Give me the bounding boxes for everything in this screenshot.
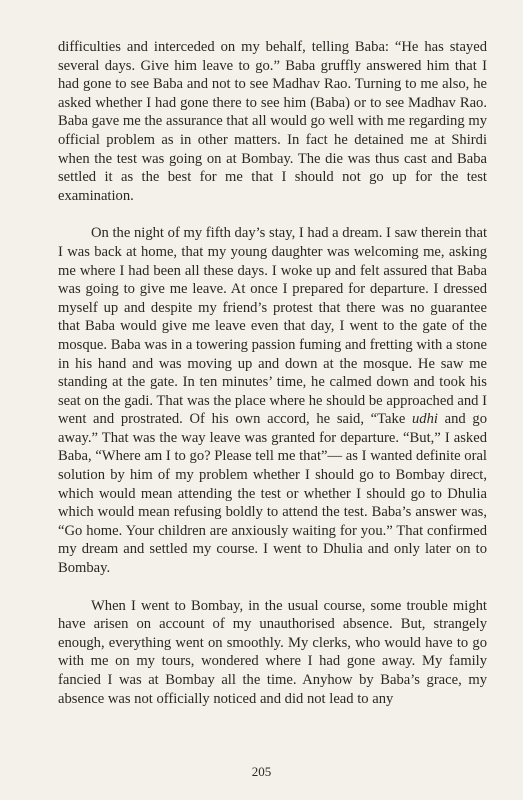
page-number: 205 [251,764,272,779]
paragraph-1 [58,38,487,205]
paragraph-2-text-a: On the night of my fifth day’s stay, I had a dream. I saw therein that I was back at home, that my young daughter was welcoming me, asking me where I had been all these days. I woke up and felt assured that Baba was going to give me leave. At once I prepared for departure. I dressed myself up and despite my friend’s protest that there was no guarantee that Baba would give me leave even that day, I went to the gate of the mosque. Baba was in a towering passion fuming and fretting with a stone in his hand and was moving up and down at the mosque. He saw me standing at the gate. In ten minutes’ time, he calmed down and took his seat on the gadi. That was the place where he should be approached and I went and prostrated. Of his own accord, he said, “Take [58,225,487,428]
paragraph-2-text-b: and go away.” That was the way leave was granted for departure. “But,” I asked Baba, “Where am I to go? Please tell me that”— as I wanted definite oral solution by him of my problem whether I should go to Bombay direct, which would mean attending the test or whether I should go to Dhulia which would mean refusing boldly to attend the test. Baba’s answer was, “Go home. Your children are anxiously waiting for you.” That confirmed my dream and settled my course. I went to Dhulia and only later on to Bombay. [58,411,487,577]
paragraph-2-italic-word: udhi [412,411,438,428]
paragraph-3-text: When I went to Bombay, in the usual course, some trouble might have arisen on account of my unauthorised absence. But, strangely enough, everything went on smoothly. My clerks, who would have to go with me on my tours, wondered where I had gone away. My family fancied I was at Bombay all the time. Anyhow by Baba’s grace, my absence was not officially noticed and did not lead to any [58,597,487,707]
paragraph-2 [58,224,487,577]
paragraph-1-text: difficulties and interceded on my behalf, telling Baba: “He has stayed several days. Give him leave to go.” Baba gruffly answered him that I had gone to see Baba and not to see Madhav Rao. Turning to me also, he asked whether I had gone there to see him (Baba) or to see Madhav Rao. Baba gave me the assurance that all would go well with me regarding my official problem as in other matters. In fact he detained me at Shirdi when the test was going on at Bombay. The die was thus cast and Baba settled it as the best for me that I should not go up for the test examination. [58,39,487,204]
paragraph-3 [58,597,487,709]
